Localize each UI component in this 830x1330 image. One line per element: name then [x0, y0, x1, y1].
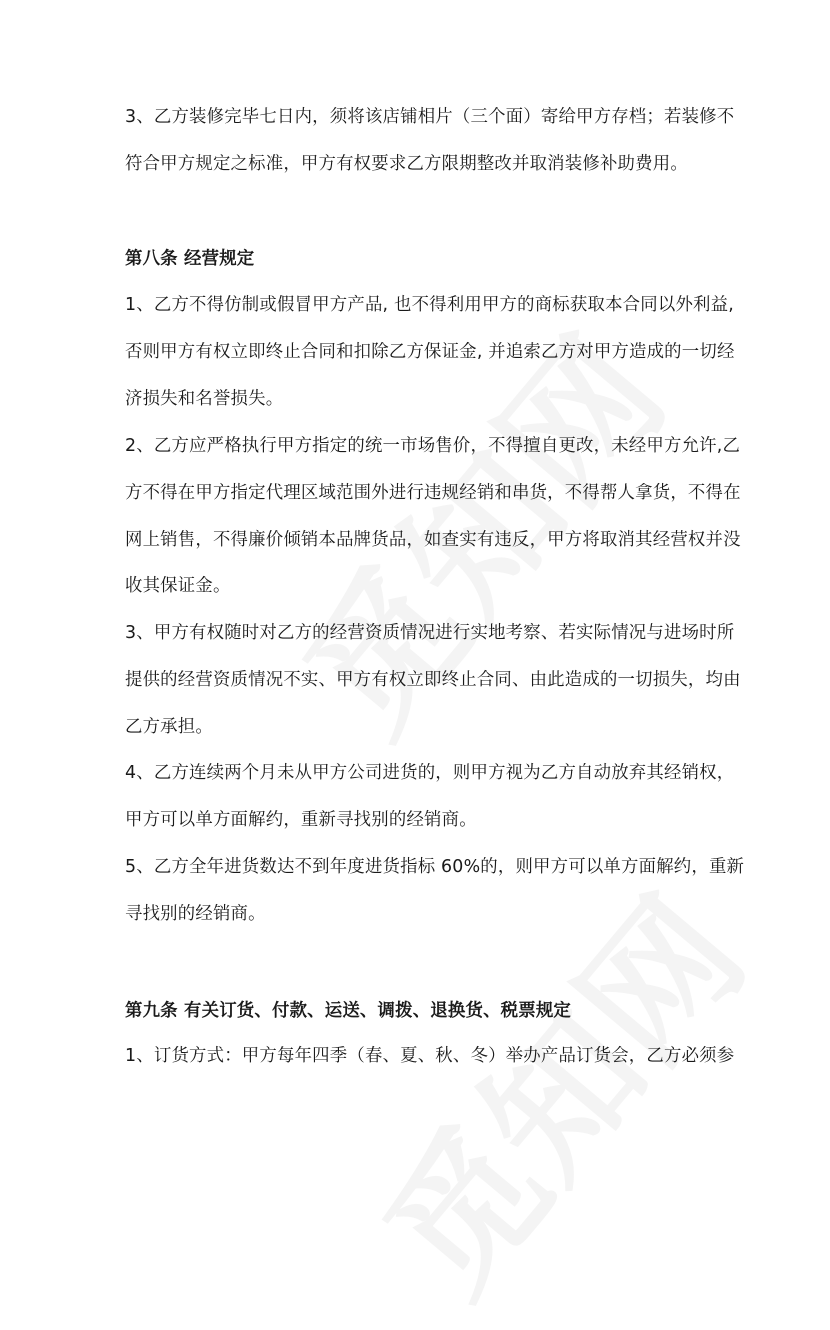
paragraph-line: 寻找别的经销商。 — [125, 904, 266, 924]
section-heading: 第八条 经营规定 — [125, 249, 255, 269]
paragraph-line: 1、乙方不得仿制或假冒甲方产品, 也不得利用甲方的商标获取本合同以外利益, — [125, 295, 734, 315]
paragraph-line: 乙方承担。 — [125, 717, 213, 737]
paragraph-line: 4、乙方连续两个月未从甲方公司进货的，则甲方视为乙方自动放弃其经销权， — [125, 763, 735, 783]
paragraph-line: 济损失和名誉损失。 — [125, 389, 284, 409]
paragraph-line: 符合甲方规定之标准，甲方有权要求乙方限期整改并取消装修补助费用。 — [125, 154, 688, 174]
watermark — [328, 846, 783, 1330]
paragraph-line: 3、甲方有权随时对乙方的经营资质情况进行实地考察、若实际情况与进场时所 — [125, 623, 735, 643]
paragraph-line: 网上销售，不得廉价倾销本品牌货品，如查实有违反，甲方将取消其经营权并没 — [125, 530, 741, 550]
paragraph-line: 收其保证金。 — [125, 576, 231, 596]
paragraph-line: 2、乙方应严格执行甲方指定的统一市场售价，不得擅自更改，未经甲方允许,乙 — [125, 436, 741, 456]
paragraph-line: 5、乙方全年进货数达不到年度进货指标 60%的，则甲方可以单方面解约，重新 — [125, 857, 745, 877]
paragraph-line: 甲方可以单方面解约，重新寻找别的经销商。 — [125, 810, 477, 830]
section-heading: 第九条 有关订货、付款、运送、调拨、退换货、税票规定 — [125, 1001, 572, 1021]
paragraph-line: 提供的经营资质情况不实、甲方有权立即终止合同、由此造成的一切损失，均由 — [125, 670, 741, 690]
paragraph-line: 否则甲方有权立即终止合同和扣除乙方保证金, 并追索乙方对甲方造成的一切经 — [125, 342, 735, 362]
paragraph-line: 1、订货方式：甲方每年四季（春、夏、秋、冬）举办产品订货会，乙方必须参 — [125, 1046, 735, 1066]
paragraph-line: 方不得在甲方指定代理区域范围外进行违规经销和串货，不得帮人拿货，不得在 — [125, 483, 741, 503]
paragraph-line: 3、乙方装修完毕七日内，须将该店铺相片（三个面）寄给甲方存档；若装修不 — [125, 107, 735, 127]
